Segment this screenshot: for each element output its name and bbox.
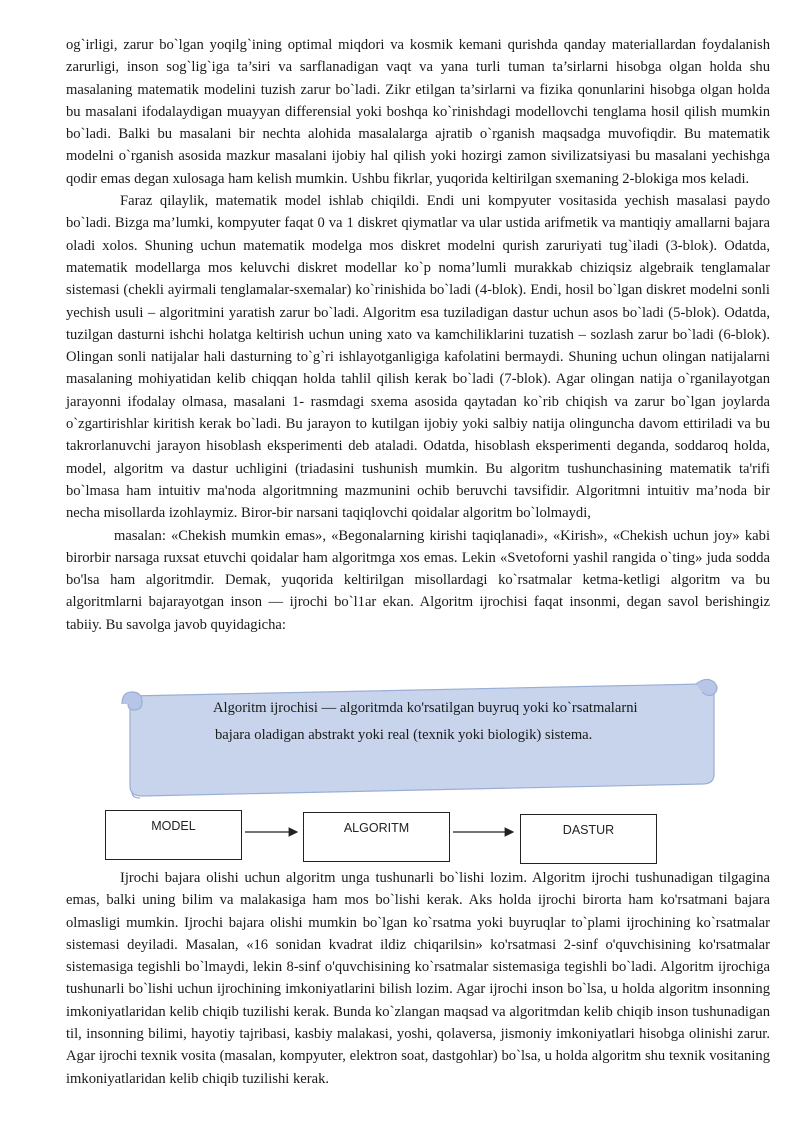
definition-line-2: bajara oladigan abstrakt yoki real (texnik yoki biologik) sistema. [215, 727, 593, 743]
paragraph-2: Faraz qilaylik, matematik model ishlab chiqildi. Endi uni kompyuter vositasida yechish masalasi paydo bo`ladi. Bizga ma’lumki, kompyuter faqat 0 va 1 diskret qiymatlar va ular ustida arifmetik va mantiqiy amallarni bajara oladi xolos. Shuning uchun matematik modelga mos diskret modelni qurish zaruriyati tug`iladi (3-blok). Odatda, matematik modellarga mos keluvchi diskret modellar ko`p noma’lumli murakkab chiziqsiz algebraik tenglamalar sistemasi (chekli ayirmali tenglamalar-sxemalar) ko`rinishida bo`ladi (4-blok). Endi, hosil bo`lgan diskret modelni sonli yechish usuli – algoritmini yaratish zarur bo`ladi. Algoritm esa tuziladigan dastur uchun asos bo`ladi (5-blok). Odatda, tuzilgan dasturni ishchi holatga keltirish uchun uning xato va kamchiliklarini tuzatish – sozlash zarur bo`ladi (6-blok). Olingan sonli natijalar hali dasturning to`g`ri ishlayotganligiga kafolatini bermaydi. Shuning uchun olingan natijalarni masalaning mohiyatidan kelib chiqqan holda tahlil qilish kerak bo`ladi (7-blok). Agar olingan natija o`rganilayotgan jarayonni ifodalay olmasa, masalani 1- rasmdagi sxema asosida qaytadan ko`rib chiqish va zarur bo`lgan joylarda o`zgartirishlar kiritish kerak bo`ladi. Bu jarayon to kutilgan ijobiy yoki salbiy natija olinguncha davom ettiriladi va bu takrorlanuvchi jarayon hisoblash eksperimenti deb ataladi. Odatda, hisoblash eksperimenti deganda, soddaroq holda, model, algoritm va dastur uchligini (triadasini tushunish mumkin. Bu algoritm tushunchasining matematik ta'rifi bo`lmasa ham intuitiv ma'noda algoritmning mazmunini ochib beruvchi tavsifidir. Algoritmni intuitiv ma’noda bir necha misollarda izohlaymiz. Biror-bir narsani taqiqlovchi qoidalar algoritm bo`lolmaydi, [66, 193, 770, 522]
dastur-label: DASTUR [562, 823, 615, 837]
algoritm-label: ALGORITM [343, 821, 410, 835]
definition-scroll-banner [118, 674, 722, 800]
definition-line-1: Algoritm ijrochisi — algoritmda ko'rsatilgan buyruq yoki ko`rsatmalarni [213, 700, 638, 716]
document-body-lower [66, 867, 770, 1090]
paragraph-1: og`irligi, zarur bo`lgan yoqilg`ining optimal miqdori va kosmik kemani qurishda qanday materiallardan foydalanish zarurligi, inson sog`lig`iga ta’siri va sarflanadigan vaqt va yana turli tuman ta’sirlarni hisobga olgan holda shu masalaning matematik modelini tuzish zarur bo`ladi. Zikr etilgan ta’sirlarni va fizika qonunlarini hisobga olgan holda bu masalani ifodalaydigan muayyan differensial yoki boshqa ko`rinishdagi modellovchi tenglama hosil qilish mumkin bo`ladi. Balki bu masalani bir nechta alohida masalalarga ajratib o`rganish maqsadga muvofiqdir. Bu matematik modelni o`rganish asosida mazkur masalani ijobiy hal qilish yoki hozirgi zamon sivilizatsiyasi bu masalani yechishga qodir emas degan xulosaga ham kelish mumkin. Ushbu fikrlar, yuqorida keltirilgan sxemaning 2-blokiga mos keladi. [66, 37, 770, 187]
algoritm-box [303, 812, 450, 862]
model-label: MODEL [151, 819, 196, 833]
dastur-box [520, 814, 657, 864]
document-body [66, 34, 770, 636]
definition-text [213, 695, 693, 749]
paragraph-3: masalan: «Chekish mumkin emas», «Begonalarning kirishi taqiqlanadi», «Kirish», «Chekish uchun joy» kabi birorbir narsaga ruxsat etuvchi qoidalar ham algoritmga xos emas. Lekin «Svetoforni yashil rangida o`ting» juda sodda bo'lsa ham algoritmdir. Demak, yuqorida keltirilgan misollardagi ko`rsatmalar ketma-ketligi algoritm va bu algoritmlarni bajarayotgan inson — ijrochi bo`l1ar ekan. Algoritm ijrochisi faqat insonmi, degan savol berishingiz tabiiy. Bu savolga javob quyidagicha: [66, 527, 770, 633]
paragraph-4: Ijrochi bajara olishi uchun algoritm unga tushunarli bo`lishi lozim. Algoritm ijrochi tushunadigan tilgagina emas, balki uning bilim va malakasiga ham mos bo`lishi kerak. Aks holda ijrochi birorta ham ko'rsatmani bajara olmasligi mumkin. Ijrochi bajara olishi mumkin bo`lgan ko`rsatma yoki buyruqlar to`plami ijrochining ko`rsatmalar sistemasi deyiladi. Masalan, «16 sonidan kvadrat ildiz chiqarilsin» ko'rsatmasi 2-sinf o'quvchisining ko'rsatmalar sistemasiga tegishli bo`lmaydi, lekin 8-sinf o'quvchisining ko`rsatmalar sistemasiga tegishli bo`ladi. Algoritm ijrochiga tushunarli bo`lishi uchun ijrochining imkoniyatlarini bilish lozim. Agar ijrochi inson bo`lsa, u holda algoritm insonning imkoniyatlaridan kelib chiqib tuzilishi kerak. Bunda ko`zlangan maqsad va algoritmdan kelib chiqib inson tushunadigan til, insonning bilimi, hayotiy tajribasi, kasbiy malakasi, yoshi, qolaversa, jismoniy imkoniyatlari hisobga olinishi zarur. Agar ijrochi texnik vosita (masalan, kompyuter, elektron soat, dastgohlar) bo`lsa, u holda algoritm shu texnik vositaning imkoniyatlaridan kelib chiqib tuzilishi kerak. [66, 870, 770, 1087]
model-box [105, 810, 242, 860]
